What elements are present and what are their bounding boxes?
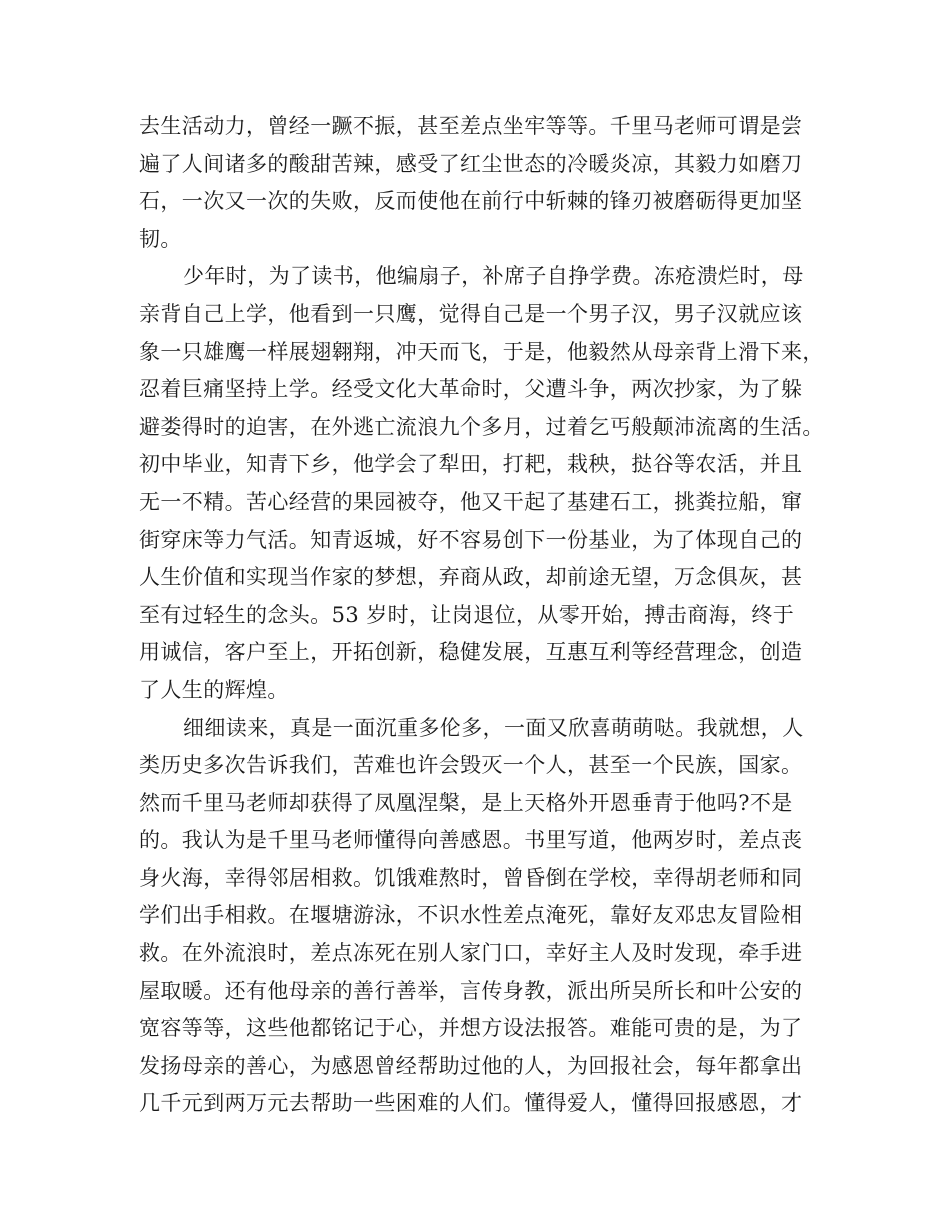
text-line: 韧。 [139,226,182,251]
text-line: 至有过轻生的念头。53 岁时，让岗退位，从零开始，搏击商海，终于 [139,602,795,627]
text-line: 石，一次又一次的失败，反而使他在前行中斩棘的锋刃被磨砺得更加坚 [139,189,803,214]
text-line: 发扬母亲的善心，为感恩曾经帮助过他的人，为回报社会，每年都拿出 [139,1053,803,1078]
paragraph-3 [139,710,819,1124]
text-line: 的。我认为是千里马老师懂得向善感恩。书里写道，他两岁时，差点丧 [139,828,803,853]
text-line: 无一不精。苦心经营的果园被夺，他又干起了基建石工，挑粪拉船，窜 [139,489,803,514]
text-line: 亲背自己上学，他看到一只鹰，觉得自己是一个男子汉，男子汉就应该 [139,301,803,326]
text-line: 类历史多次告诉我们，苦难也许会毁灭一个人，甚至一个民族，国家。 [139,753,803,778]
text-line: 宽容等等，这些他都铭记于心，并想方设法报答。难能可贵的是，为了 [139,1016,803,1041]
document-body [139,108,824,1123]
text-line: 用诚信，客户至上，开拓创新，稳健发展，互惠互利等经营理念，创造 [139,640,803,665]
text-line: 然而千里马老师却获得了凤凰涅槃，是上天格外开恩垂青于他吗?不是 [139,790,793,815]
text-line: 初中毕业，知青下乡，他学会了犁田，打耙，栽秧，挞谷等农活，并且 [139,452,803,477]
text-line: 救。在外流浪时，差点冻死在别人家门口，幸好主人及时发现，牵手进 [139,941,803,966]
text-line: 避娄得时的迫害，在外逃亡流浪九个多月，过着乞丐般颠沛流离的生活。 [139,414,824,439]
text-line: 屋取暖。还有他母亲的善行善举，言传身教，派出所吴所长和叶公安的 [139,978,803,1003]
paragraph-2 [139,258,824,709]
text-line: 人生价值和实现当作家的梦想，弃商从政，却前途无望，万念俱灰，甚 [139,565,803,590]
text-line: 忍着巨痛坚持上学。经受文化大革命时，父遭斗争，两次抄家，为了躲 [139,377,803,402]
text-line: 少年时，为了读书，他编扇子，补席子自挣学费。冻疮溃烂时，母 [183,264,804,289]
paragraph-1 [139,108,819,258]
text-line: 去生活动力，曾经一蹶不振，甚至差点坐牢等等。千里马老师可谓是尝 [139,114,803,138]
text-line: 几千元到两万元去帮助一些困难的人们。懂得爱人，懂得回报感恩，才 [139,1091,803,1116]
text-line: 身火海，幸得邻居相救。饥饿难熬时，曾昏倒在学校，幸得胡老师和同 [139,865,803,890]
text-line: 学们出手相救。在堰塘游泳，不识水性差点淹死，靠好友邓忠友冒险相 [139,903,803,928]
text-line: 遍了人间诸多的酸甜苦辣，感受了红尘世态的冷暖炎凉，其毅力如磨刀 [139,151,803,176]
text-line: 象一只雄鹰一样展翅翱翔，冲天而飞，于是，他毅然从母亲背上滑下来， [139,339,824,364]
text-line: 街穿床等力气活。知青返城，好不容易创下一份基业，为了体现自己的 [139,527,803,552]
text-line: 细细读来，真是一面沉重多伦多，一面又欣喜萌萌哒。我就想，人 [183,715,804,740]
text-line: 了人生的辉煌。 [139,677,289,702]
